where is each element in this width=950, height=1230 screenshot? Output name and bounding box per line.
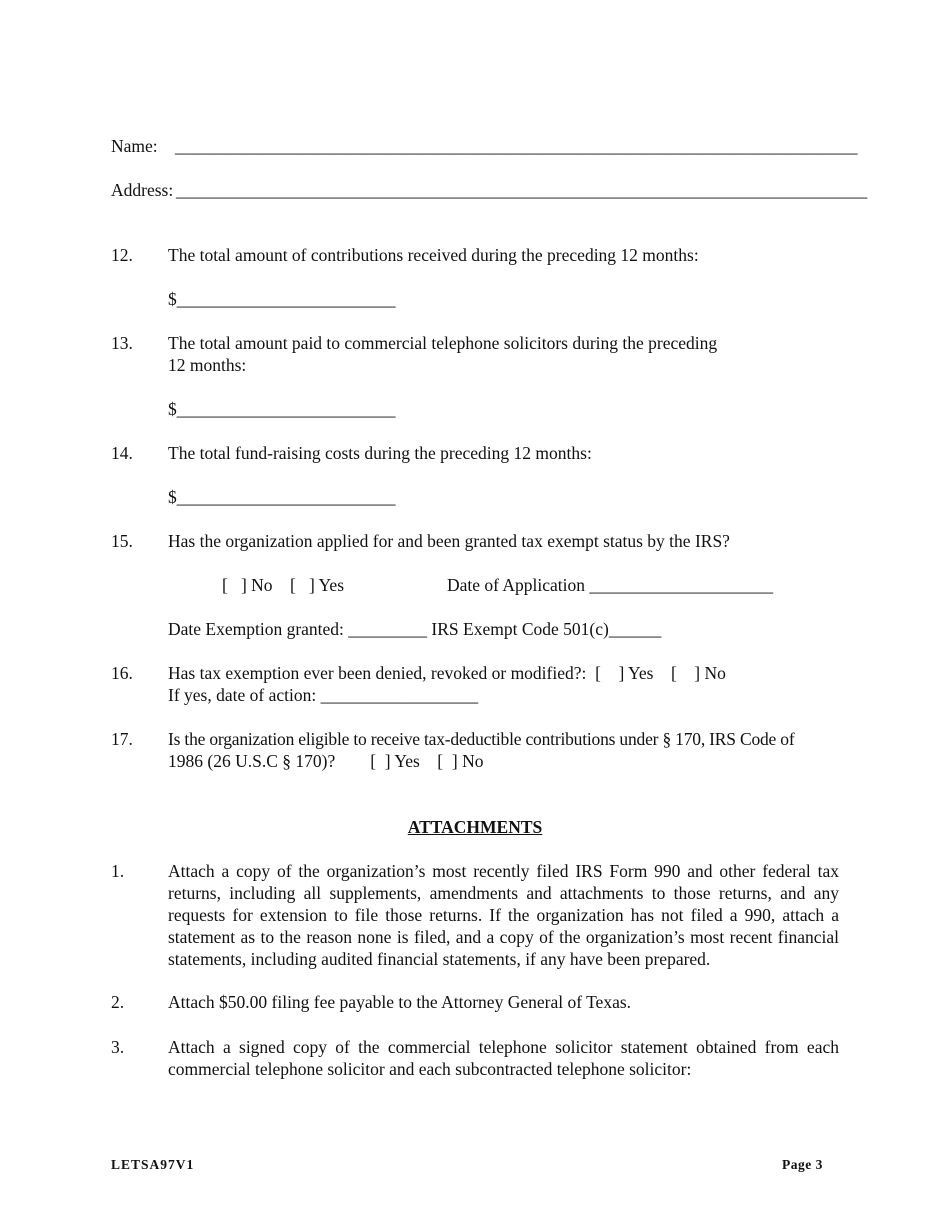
question-text: Is the organization eligible to receive tax-deductible contributions under § 170, IRS Code of <box>168 729 795 749</box>
question-number: 13. <box>111 333 133 353</box>
name-field[interactable]: ______________________________________________________________________________ <box>175 136 858 156</box>
question-text: Has the organization applied for and been granted tax exempt status by the IRS? <box>168 531 730 551</box>
page-number: Page 3 <box>782 1157 823 1172</box>
fundraising-costs-amount-field[interactable]: $_________________________ <box>168 487 396 507</box>
form-code: LETSA97V1 <box>111 1157 195 1172</box>
question-text: The total fund-raising costs during the preceding 12 months: <box>168 443 592 463</box>
date-of-application-field[interactable]: Date of Application _____________________ <box>447 575 774 595</box>
attachment-text: Attach a copy of the organization’s most recently filed IRS Form 990 and other federal tax returns, including all supplements, amendments and attachments to those returns, and any requests for extension to file those returns. If the organization has not filed a 990, attach a statement as to the reason none is filed, and a copy of the organization’s most recent financial statements, including audited financial statements, if any have been prepared. <box>168 861 839 969</box>
address-label: Address: <box>111 180 174 200</box>
attachment-number: 1. <box>111 861 125 881</box>
question-text: The total amount of contributions received during the preceding 12 months: <box>168 245 699 265</box>
solicitors-paid-amount-field[interactable]: $_________________________ <box>168 399 396 419</box>
tax-exempt-checkboxes[interactable]: [ ] No [ ] Yes <box>222 575 345 595</box>
date-of-action-field[interactable]: If yes, date of action: __________________ <box>168 685 479 705</box>
question-number: 17. <box>111 729 133 749</box>
attachment-number: 3. <box>111 1037 125 1057</box>
attachment-text: Attach $50.00 filing fee payable to the Attorney General of Texas. <box>168 992 632 1012</box>
question-number: 14. <box>111 443 133 463</box>
attachment-text: Attach a signed copy of the commercial telephone solicitor statement obtained from each commercial telephone solicitor and each subcontracted telephone solicitor: <box>168 1037 839 1079</box>
exemption-granted-field[interactable]: Date Exemption granted: _________ IRS Exempt Code 501(c)______ <box>168 619 662 639</box>
question-number: 16. <box>111 663 133 683</box>
exemption-denied-question[interactable]: Has tax exemption ever been denied, revoked or modified?: [ ] Yes [ ] No <box>168 663 726 683</box>
question-number: 12. <box>111 245 133 265</box>
deductible-checkboxes[interactable]: 1986 (26 U.S.C § 170)? [ ] Yes [ ] No <box>168 751 484 771</box>
question-text: The total amount paid to commercial telephone solicitors during the preceding <box>168 333 718 353</box>
attachments-heading: ATTACHMENTS <box>407 817 543 837</box>
name-label: Name: <box>111 136 158 156</box>
question-number: 15. <box>111 531 133 551</box>
contributions-amount-field[interactable]: $_________________________ <box>168 289 396 309</box>
question-text-continued: 12 months: <box>168 355 247 375</box>
attachment-number: 2. <box>111 992 125 1012</box>
address-field[interactable]: _______________________________________________________________________________ <box>176 180 868 200</box>
